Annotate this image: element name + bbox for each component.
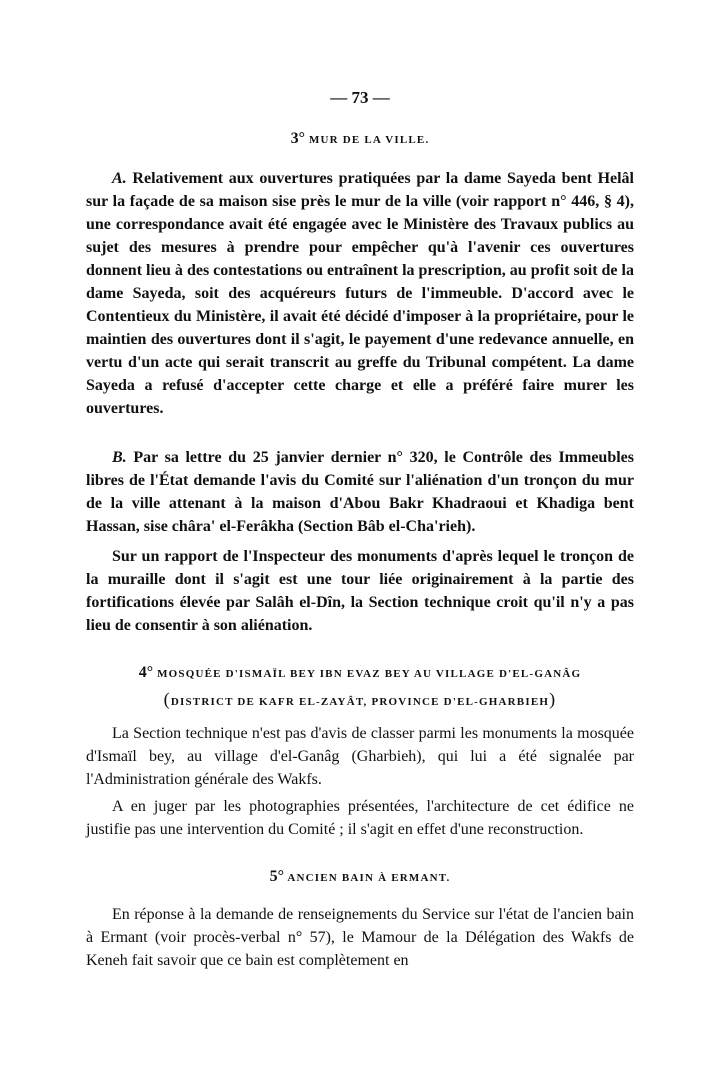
section-5-heading: [0, 868, 720, 886]
paragraph-3b-letter: B.: [112, 449, 127, 466]
page-number: — 73 —: [330, 88, 390, 107]
paragraph-4b-text: A en juger par les photographies présentées, l'architecture de cet édifice ne justifie pas une intervention du Comité ; il s'agit en effet d'une reconstruction.: [86, 798, 634, 838]
paragraph-5a: [86, 903, 634, 972]
paragraph-4b: [86, 795, 634, 841]
paragraph-3c-text: Sur un rapport de l'Inspecteur des monuments d'après lequel le tronçon de la muraille dont il s'agit est une tour liée originairement à la partie des fortifications élevée par Salâh el-Dîn, la Section technique croit qu'il n'y a pas lieu de consentir à son aliénation.: [86, 548, 634, 634]
paragraph-3a: [86, 167, 634, 420]
paragraph-3b: [86, 446, 634, 538]
paragraph-5a-text: En réponse à la demande de renseignements du Service sur l'état de l'ancien bain à Ermant (voir procès-verbal n° 57), le Mamour de la Délégation des Wakfs de Keneh fait savoir que ce bain est complètement en: [86, 906, 634, 969]
section-3-number: 3°: [290, 130, 305, 147]
section-3-title: MUR DE LA VILLE.: [308, 134, 430, 146]
section-4-title: MOSQUÉE D'ISMAÏL BEY IBN EVAZ BEY AU VILLAGE D'EL-GANÂG: [157, 668, 582, 680]
section-5-number: 5°: [269, 868, 284, 885]
paragraph-3c: [86, 545, 634, 637]
paragraph-3a-letter: A.: [112, 170, 127, 187]
section-5-title: ANCIEN BAIN À ERMANT.: [287, 872, 451, 884]
paragraph-4a-text: La Section technique n'est pas d'avis de classer parmi les monuments la mosquée d'Ismaïl bey, au village d'el-Ganâg (Gharbieh), qui lui a été signalée par l'Administration générale des Wakfs.: [86, 725, 634, 788]
section-4-subtitle: DISTRICT DE KAFR EL-ZAYÂT, PROVINCE D'EL-GHARBIEH: [170, 696, 550, 708]
paragraph-4a: [86, 722, 634, 791]
section-4-heading: 4° MOSQUÉE D'ISMAÏL BEY IBN EVAZ BEY AU VILLAGE D'EL-GANÂG (DISTRICT DE KAFR EL-ZAYÂT, PROVINCE D'EL-GHARBIEH): [138, 664, 582, 709]
paragraph-3a-text: Relativement aux ouvertures pratiquées par la dame Sayeda bent Helâl sur la façade de sa maison sise près le mur de la ville (voir rapport n° 446, § 4), une correspondance avait été engagée avec le Ministère des Travaux publics au sujet des mesures à prendre pour empêcher qu'à l'avenir ces ouvertures donnent lieu à des contestations ou entraînent la prescription, au profit soit de la dame Sayeda, soit des acquéreurs futurs de l'immeuble. D'accord avec le Contentieux du Ministère, il avait été décidé d'imposer à la propriétaire, pour le maintien des ouvertures dont il s'agit, le payement d'une redevance annuelle, en vertu d'un acte qui serait transcrit au greffe du Tribunal compétent. La dame Sayeda a refusé d'accepter cette charge et elle a préféré faire murer les ouvertures.: [86, 170, 635, 417]
section-4-number: 4°: [138, 664, 154, 681]
paragraph-3b-text: Par sa lettre du 25 janvier dernier n° 320, le Contrôle des Immeubles libres de l'État demande l'avis du Comité sur l'aliénation d'un tronçon du mur de la ville attenant à la maison d'Abou Bakr Khadraoui et Khadiga bent Hassan, sise châra' el-Ferâkha (Section Bâb el-Cha'rieh).: [86, 449, 635, 535]
section-3-heading: [0, 130, 720, 148]
